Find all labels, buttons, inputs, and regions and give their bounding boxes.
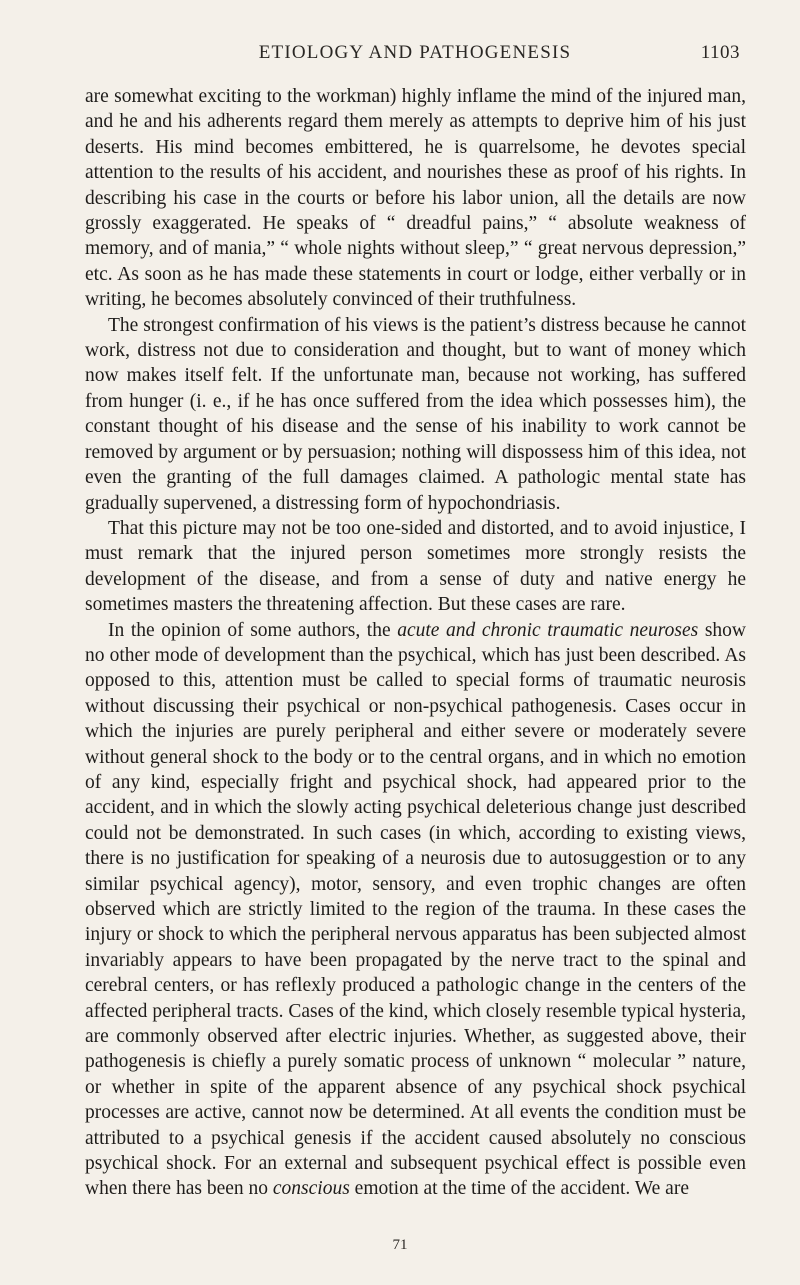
paragraph-4-rest: show no other mode of development than the psychical, which has just been described. As opposed to this, attention must be called to special forms of traumatic neurosis without discussing their psychical or non-psychical pathogenesis. Cases occur in which the injuries are purely peripheral and either severe or moderately severe without general shock to the body or to the central organs, and in which no emotion of any kind, especially fright and psychical shock, had appeared prior to the accident, and in which the slowly acting psychical deleterious change just described could not be demonstrated. In such cases (in which, according to existing views, there is no justification for speaking of a neurosis due to autosuggestion or to any similar psychical agency), motor, sensory, and even trophic changes are often observed which are strictly limited to the region of the trauma. In these cases the injury or shock to which the peripheral nervous apparatus has been subjected almost invariably appears to have been propagated by the nerve tract to the spinal and cerebral centers, or has reflexly produced a pathologic change in the centers of the affected peripheral tracts. Cases of the kind, which closely resemble typical hysteria, are commonly observed after electric injuries. Whether, as suggested above, their pathogenesis is chiefly a purely somatic process of unknown “ molecular ” nature, or whether in spite of the apparent absence of any psychical shock psychical processes are active, cannot now be determined. At all events the condition must be attributed to a psychical genesis if the accident caused absolutely no conscious psychical shock. For an external and subsequent psychical effect is possible even when there has been no [85, 619, 746, 1200]
italic-term: acute and chronic traumatic neuroses [397, 619, 699, 641]
paragraph-3: That this picture may not be too one-sided and distorted, and to avoid injustice, I must remark that the injured person sometimes more strongly resists the development of the disease, and from a sense of duty and native energy he sometimes masters the threatening affection. But these cases are rare. [85, 517, 746, 616]
page-number: 1103 [700, 42, 740, 63]
paragraph-4 [85, 618, 746, 1202]
paragraph-2: The strongest confirmation of his views is the patient’s distress because he cannot work, distress not due to consideration and thought, but to want of money which now makes itself felt. If the unfortunate man, because not working, has suffered from hunger (i. e., if he has once suffered from the idea which possesses him), the constant thought of his disease and the sense of his inability to work cannot be removed by argument or by persuasion; nothing will dispossess him of this idea, not even the granting of the full damages claimed. A pathologic mental state has gradually supervened, a distressing form of hypochondriasis. [85, 314, 746, 514]
running-head [90, 42, 740, 68]
italic-conscious: conscious [272, 1178, 350, 1200]
body-text [85, 84, 746, 1202]
paragraph-1: are somewhat exciting to the workman) highly inflame the mind of the injured man, and he and his adherents regard them merely as attempts to deprive him of his just deserts. His mind becomes embittered, he is quarrelsome, he devotes special attention to the results of his accident, and nourishes these as proof of his rights. In describing his case in the courts or before his labor union, all the details are now grossly exaggerated. He speaks of “ dreadful pains,” “ absolute weakness of memory, and of mania,” “ whole nights without sleep,” “ great nervous depression,” etc. As soon as he has made these statements in court or lodge, either verbally or in writing, he becomes absolutely convinced of their truthfulness. [85, 86, 746, 311]
running-title: ETIOLOGY AND PATHOGENESIS [258, 42, 572, 63]
paragraph-4-lead: In the opinion of some authors, the [108, 619, 398, 641]
signature-mark: 71 [392, 1237, 408, 1253]
paragraph-4-tail: emotion at the time of the accident. We are [349, 1178, 689, 1200]
